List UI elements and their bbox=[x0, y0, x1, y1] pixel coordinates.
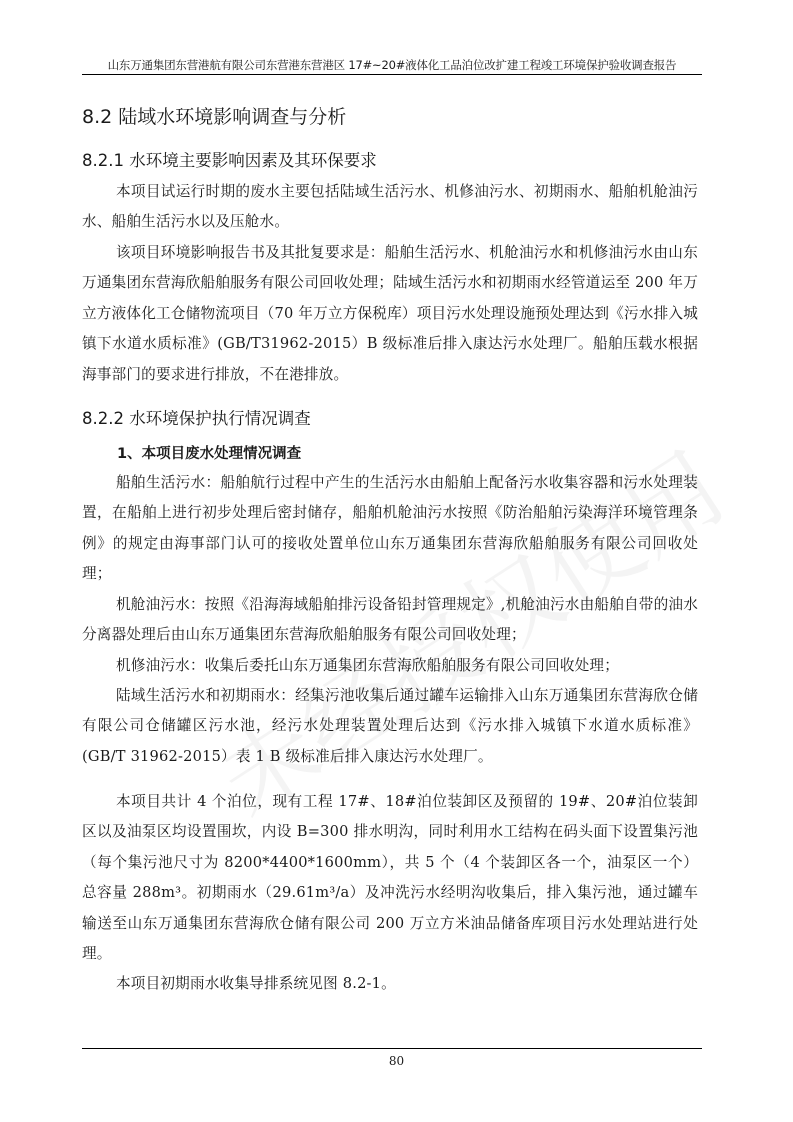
paragraph: 船舶生活污水：船舶航行过程中产生的生活污水由船舶上配备污水收集容器和污水处理装置，在船舶上进行初步处理后密封储存，船舶机舱油污水按照《防治船舶污染海洋环境管理条例》的规定由海事部门认可的接收处置单位山东万通集团东营海欣船舶服务有限公司回收处理； bbox=[82, 474, 698, 583]
section-heading: 8.2 陆域水环境影响调查与分析 bbox=[82, 106, 347, 128]
header-divider bbox=[82, 74, 702, 75]
page-number: 80 bbox=[388, 1054, 405, 1068]
paragraph: 本项目共计 4 个泊位，现有工程 17#、18#泊位装卸区及预留的 19#、20#泊位装卸区以及油泵区均设置围坎，内设 B=300 排水明沟，同时利用水工结构在码头面下设置集污池（每个集污池尺寸为 8200*4400*1600mm），共 5 个（4 个装卸区各一个，油泵区一个）总容量 288m³。初期雨水（29.61m³/a）及冲洗污水经明沟收集后，排入集污池，通过罐车输送至山东万通集团东营海欣仓储有限公司 200 万立方米油品储备库项目污水处理站进行处理。 bbox=[82, 793, 698, 963]
footer-divider bbox=[82, 1048, 702, 1049]
paragraph: 本项目试运行时期的废水主要包括陆域生活污水、机修油污水、初期雨水、船舶机舱油污水、船舶生活污水以及压舱水。 bbox=[82, 183, 698, 231]
paragraph: 陆域生活污水和初期雨水：经集污池收集后通过罐车运输排入山东万通集团东营海欣仓储有限公司仓储罐区污水池，经污水处理装置处理后达到《污水排入城镇下水道水质标准》(GB/T 31962-2015）表 1 B 级标准后排入康达污水处理厂。 bbox=[82, 687, 698, 765]
paragraph: 该项目环境影响报告书及其批复要求是：船舶生活污水、机舱油污水和机修油污水由山东万通集团东营海欣船舶服务有限公司回收处理；陆域生活污水和初期雨水经管道运至 200 年万立方液体化工仓储物流项目（70 年万立方保税库）项目污水处理设施预处理达到《污水排入城镇下水道水质标准》(GB/T31962-2015）B 级标准后排入康达污水处理厂。船舶压载水根据海事部门的要求进行排放，不在港排放。 bbox=[82, 244, 698, 383]
item-heading: 1、本项目废水处理情况调查 bbox=[117, 446, 302, 462]
subsection-heading-8-2-1: 8.2.1 水环境主要影响因素及其环保要求 bbox=[82, 151, 377, 170]
paragraph: 本项目初期雨水收集导排系统见图 8.2-1。 bbox=[116, 975, 396, 992]
paragraph: 机修油污水：收集后委托山东万通集团东营海欣船舶服务有限公司回收处理； bbox=[116, 657, 619, 674]
paragraph: 机舱油污水：按照《沿海海域船舶排污设备铅封管理规定》,机舱油污水由船舶自带的油水分离器处理后由山东万通集团东营海欣船舶服务有限公司回收处理； bbox=[82, 596, 698, 644]
document-header: 山东万通集团东营港航有限公司东营港东营港区 17#~20#液体化工品泊位改扩建工程竣工环境保护验收调查报告 bbox=[107, 58, 677, 72]
subsection-heading-8-2-2: 8.2.2 水环境保护执行情况调查 bbox=[82, 409, 311, 428]
